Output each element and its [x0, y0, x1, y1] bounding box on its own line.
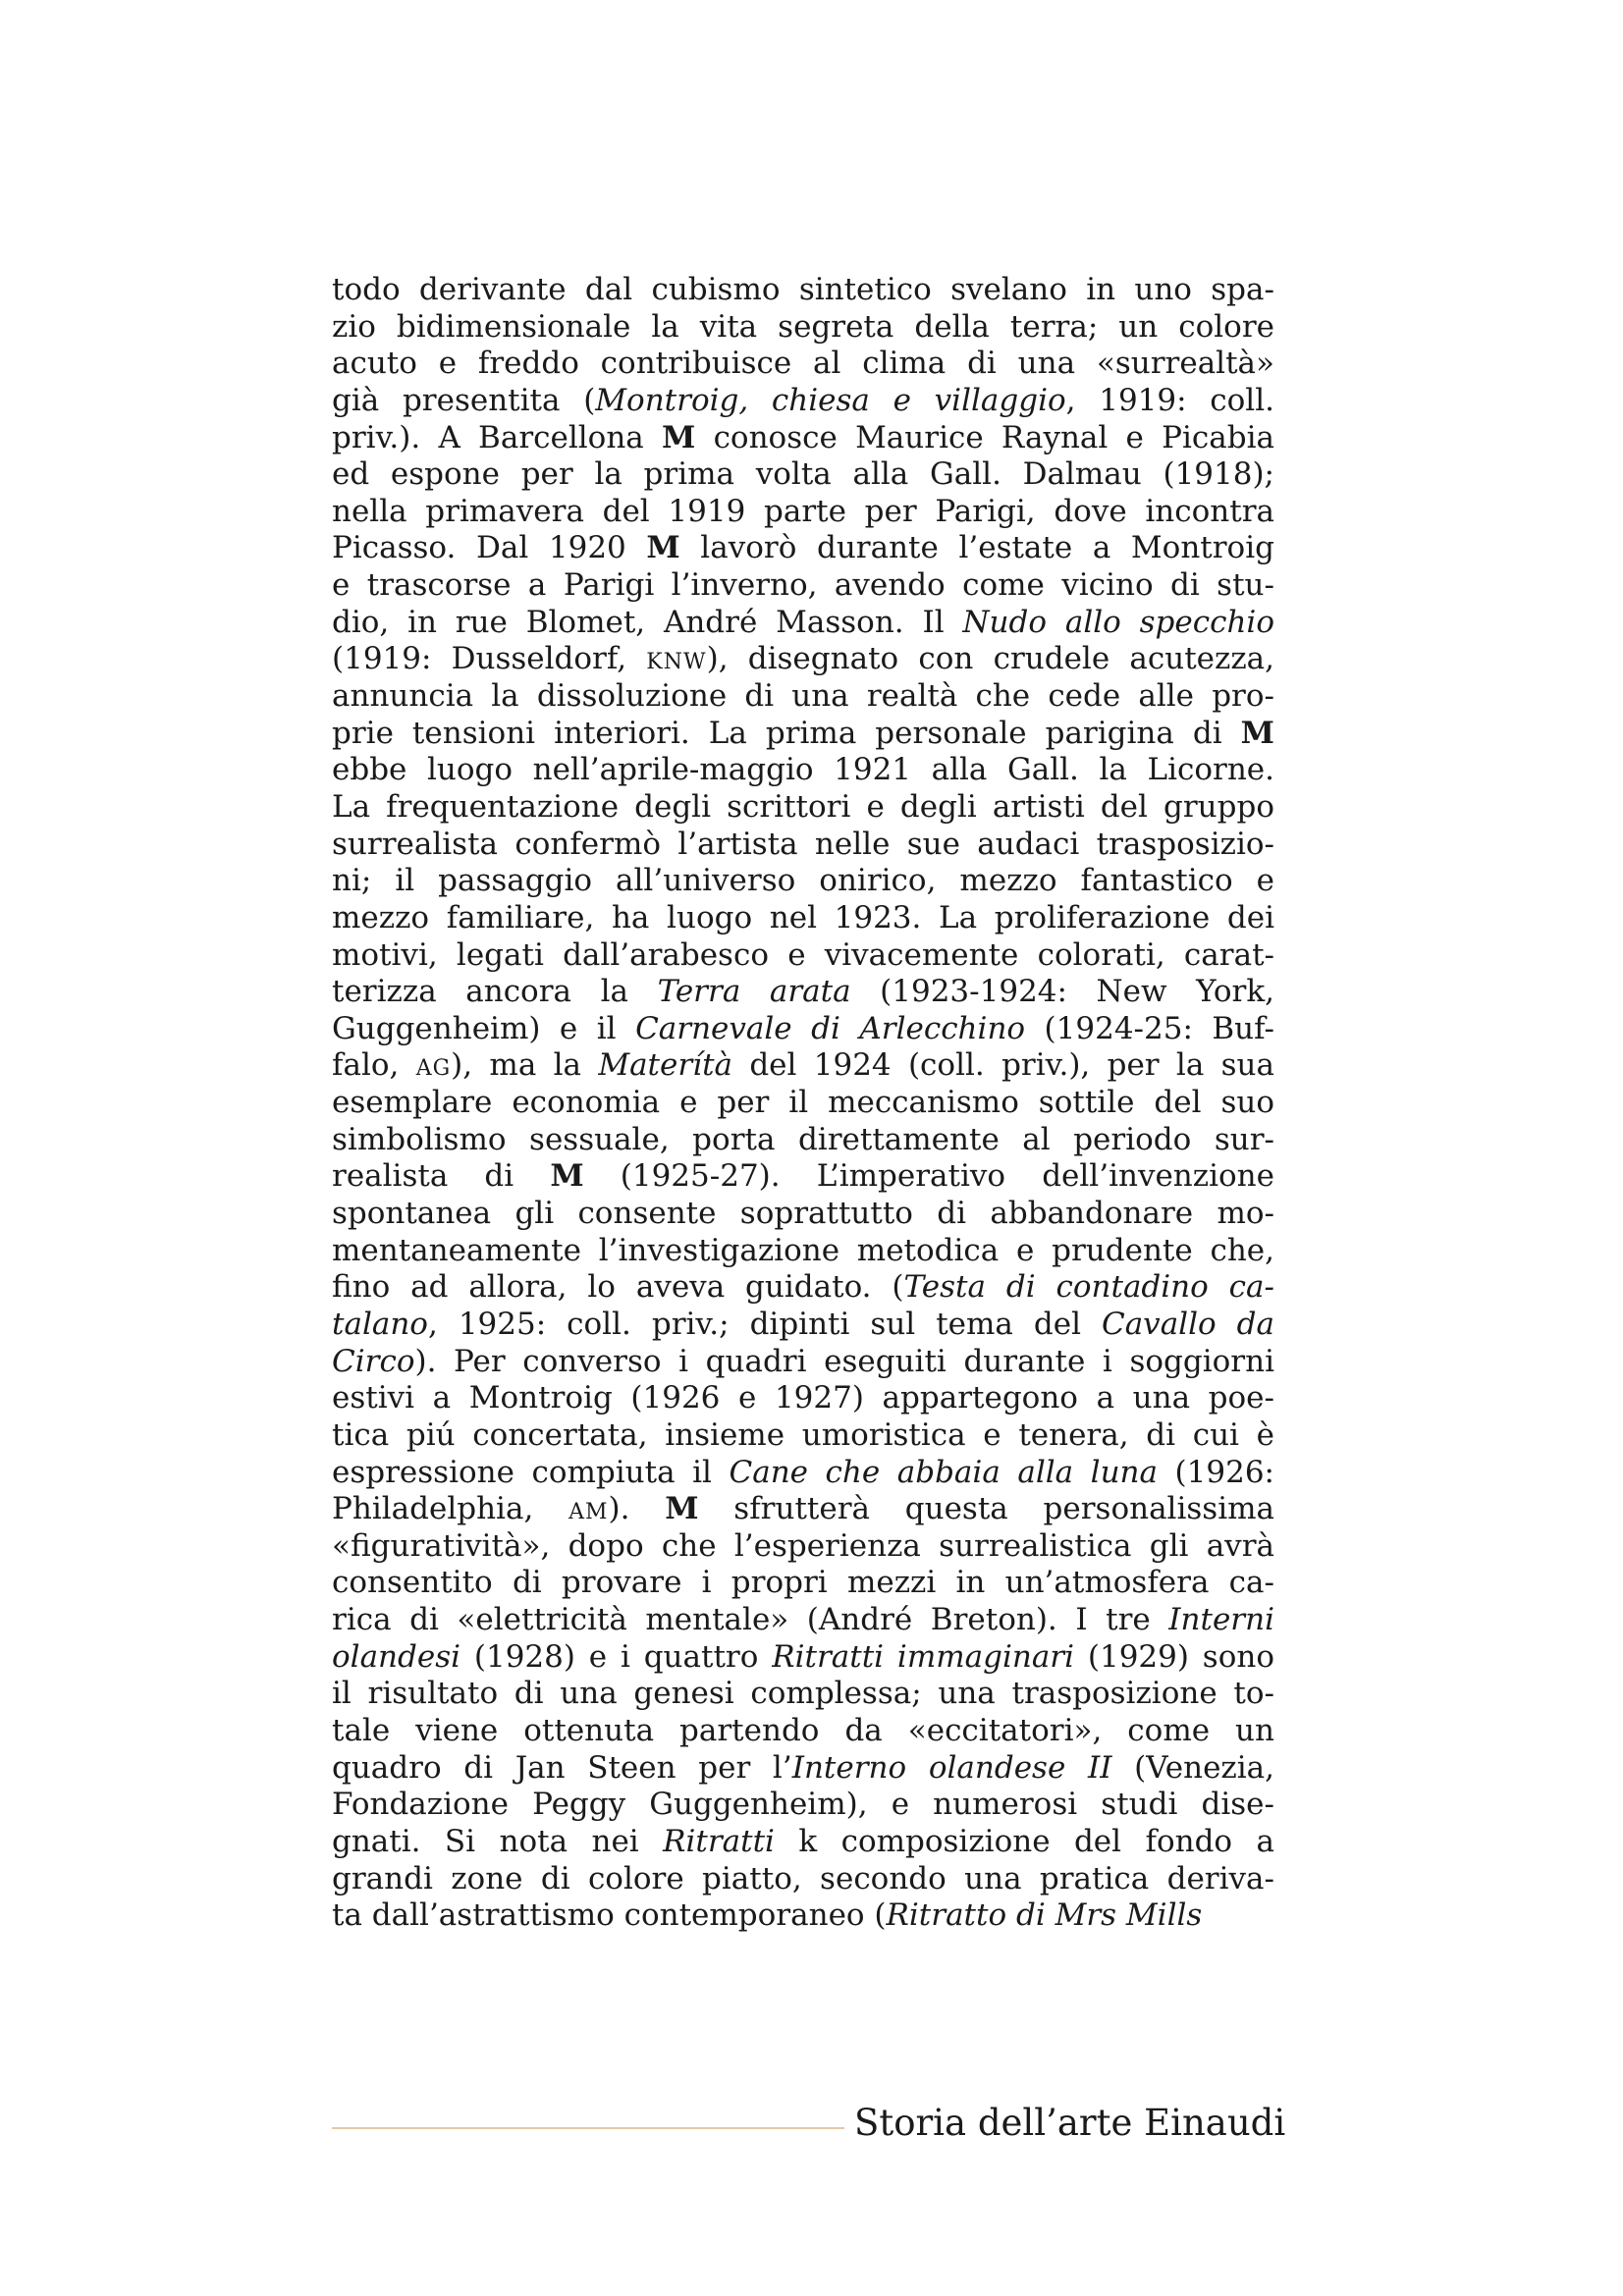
text-segment: ta dall’astrattismo contemporaneo (	[332, 1897, 887, 1934]
text-segment: del 1924 (coll. priv.), per la sua	[732, 1047, 1274, 1084]
text-line	[332, 1713, 1274, 1750]
text-segment: Materítà	[598, 1047, 733, 1084]
text-segment: ), ma la	[451, 1047, 599, 1084]
text-segment: (1925-27). L’imperativo dell’invenzione	[583, 1158, 1274, 1195]
text-segment: estivi a Montroig (1926 e 1927) appartegono a una poe-	[332, 1380, 1274, 1416]
text-line	[332, 1565, 1274, 1602]
text-line	[332, 1861, 1274, 1898]
text-segment: Testa di contadino ca-	[903, 1269, 1275, 1306]
text-segment: , 1925: coll. priv.; dipinti sul tema del	[427, 1306, 1102, 1342]
text-segment: talano	[332, 1306, 428, 1342]
text-segment: «figuratività», dopo che l’esperienza surrealistica gli avrà	[332, 1527, 1274, 1564]
text-segment: annuncia la dissoluzione di una realtà che cede alle pro-	[332, 678, 1274, 715]
text-segment: zio bidimensionale la vita segreta della terra; un colore	[332, 308, 1274, 345]
text-segment: motivi, legati dall’arabesco e vivacemente colorati, carat-	[332, 936, 1274, 973]
text-segment: Montroig, chiesa e villaggio	[595, 382, 1066, 418]
text-segment: (1926:	[1158, 1454, 1274, 1490]
text-segment: conosce Maurice Raynal e Picabia	[695, 419, 1274, 455]
footer-title: Storia dell’arte Einaudi	[854, 2102, 1286, 2144]
text-line	[332, 1455, 1274, 1492]
text-segment: Ritratti immaginari	[772, 1638, 1075, 1675]
text-segment: realista di	[332, 1158, 551, 1195]
text-line	[332, 346, 1274, 383]
text-segment: (1923-1924: New York,	[850, 974, 1274, 1010]
text-segment: La frequentazione degli scrittori e degli artisti del gruppo	[332, 788, 1274, 825]
text-segment: tica piú concertata, insieme umoristica e tenera, di cui è	[332, 1416, 1274, 1453]
text-line	[332, 383, 1274, 420]
text-line	[332, 272, 1274, 309]
text-segment: Ritratto di Mrs Mills	[886, 1897, 1203, 1934]
text-segment: il risultato di una genesi complessa; una trasposizione to-	[332, 1676, 1274, 1712]
text-segment: priv.). A Barcellona	[332, 419, 663, 455]
text-line	[332, 752, 1274, 789]
text-segment: todo derivante dal cubismo sintetico svelano in uno spa-	[332, 272, 1274, 307]
text-line	[332, 1307, 1274, 1344]
text-line	[332, 1269, 1274, 1307]
text-line	[332, 678, 1274, 716]
text-line	[332, 900, 1274, 937]
text-segment: Terra arata	[657, 974, 851, 1010]
text-segment: esemplare economia e per il meccanismo sottile del suo	[332, 1085, 1274, 1121]
text-segment: spontanea gli consente soprattutto di abbandonare mo-	[332, 1196, 1274, 1232]
text-segment: mezzo familiare, ha luogo nel 1923. La proliferazione dei	[332, 899, 1274, 935]
text-segment: ag	[415, 1047, 452, 1084]
text-segment: (1929) sono	[1074, 1638, 1274, 1675]
text-line	[332, 1417, 1274, 1455]
text-segment: ed espone per la prima volta alla Gall. Dalmau (1918);	[332, 456, 1274, 493]
text-line	[332, 716, 1274, 753]
text-line	[332, 974, 1274, 1011]
text-segment: Fondazione Peggy Guggenheim), e numerosi studi dise-	[332, 1787, 1274, 1823]
text-segment: fino ad allora, lo aveva guidato. (	[332, 1269, 904, 1306]
text-segment: (1919: Dusseldorf,	[332, 641, 647, 677]
text-segment: Nudo allo specchio	[962, 604, 1274, 640]
text-segment: M	[665, 1491, 699, 1527]
text-line	[332, 1602, 1274, 1639]
text-segment: Picasso. Dal 1920	[332, 530, 647, 566]
text-segment: simbolismo sessuale, porta direttamente al periodo sur-	[332, 1121, 1274, 1157]
text-line	[332, 1750, 1274, 1788]
text-segment: (1924-25: Buf-	[1025, 1010, 1274, 1046]
text-segment: quadro di Jan Steen per l’	[332, 1749, 792, 1786]
text-line	[332, 1528, 1274, 1566]
text-line	[332, 1196, 1274, 1233]
text-segment: M	[662, 419, 696, 455]
text-line	[332, 1011, 1274, 1048]
text-line	[332, 1380, 1274, 1417]
text-line	[332, 1158, 1274, 1196]
text-line	[332, 937, 1274, 975]
text-segment: acuto e freddo contribuisce al clima di una «surrealtà»	[332, 346, 1274, 382]
text-segment: (1928) e i quattro	[460, 1638, 773, 1675]
text-line	[332, 1047, 1274, 1085]
text-segment: tale viene ottenuta partendo da «eccitatori», come un	[332, 1712, 1274, 1748]
text-line	[332, 530, 1274, 567]
text-segment: Interno olandese II	[791, 1749, 1112, 1786]
text-line	[332, 641, 1274, 678]
text-segment: lavorò durante l’estate a Montroig	[679, 530, 1274, 566]
text-segment: M	[550, 1158, 584, 1195]
text-segment: surrealista confermò l’artista nelle sue audaci trasposizio-	[332, 826, 1274, 862]
text-line	[332, 827, 1274, 864]
text-segment: ), disegnato con crudele acutezza,	[706, 641, 1274, 677]
text-line	[332, 567, 1274, 605]
text-line	[332, 1344, 1274, 1381]
text-line	[332, 1676, 1274, 1713]
text-segment: ).	[608, 1491, 666, 1527]
text-line	[332, 1085, 1274, 1122]
text-line	[332, 1897, 1274, 1935]
text-segment: rica di «elettricità mentale» (André Breton). I tre	[332, 1602, 1169, 1638]
text-segment: Guggenheim) e il	[332, 1010, 636, 1046]
text-segment: ). Per converso i quadri eseguiti durante i soggiorni	[414, 1343, 1274, 1379]
text-segment: am	[568, 1491, 609, 1527]
text-segment: M	[1240, 715, 1274, 751]
text-segment: nella primavera del 1919 parte per Parigi, dove incontra	[332, 493, 1274, 529]
text-line	[332, 1233, 1274, 1270]
text-line	[332, 1122, 1274, 1159]
text-segment: espressione compiuta il	[332, 1454, 730, 1490]
text-segment: (Venezia,	[1111, 1749, 1274, 1786]
text-segment: ebbe luogo nell’aprile-maggio 1921 alla Gall. la Licorne.	[332, 752, 1274, 788]
text-segment: k composizione del fondo a	[774, 1823, 1274, 1859]
text-segment: dio, in rue Blomet, André Masson. Il	[332, 604, 963, 640]
text-line	[332, 863, 1274, 900]
text-segment: falo,	[332, 1047, 416, 1084]
text-segment: grandi zone di colore piatto, secondo una pratica deriva-	[332, 1860, 1274, 1896]
text-segment: e trascorse a Parigi l’inverno, avendo come vicino di stu-	[332, 567, 1274, 604]
text-line	[332, 456, 1274, 494]
text-segment: Interni	[1168, 1602, 1274, 1638]
text-line	[332, 1787, 1274, 1824]
text-segment: sfrutterà questa personalissima	[698, 1491, 1275, 1527]
text-segment: gnati. Si nota nei	[332, 1823, 664, 1859]
text-segment: olandesi	[332, 1638, 461, 1675]
text-segment: già presentita (	[332, 382, 596, 418]
text-line	[332, 789, 1274, 827]
text-line	[332, 420, 1274, 457]
text-segment: prie tensioni interiori. La prima personale parigina di	[332, 715, 1241, 751]
text-segment: Philadelphia,	[332, 1491, 569, 1527]
text-segment: ni; il passaggio all’universo onirico, mezzo fantastico e	[332, 863, 1274, 899]
text-segment: Cane che abbaia alla luna	[729, 1454, 1159, 1490]
text-segment: terizza ancora la	[332, 974, 658, 1010]
text-segment: Ritratti	[663, 1823, 775, 1859]
text-segment: M	[646, 530, 680, 566]
text-line	[332, 1639, 1274, 1677]
text-line	[332, 1824, 1274, 1861]
text-line	[332, 1491, 1274, 1528]
text-segment: Circo	[332, 1343, 415, 1379]
text-segment: Cavallo da	[1101, 1306, 1274, 1342]
text-segment: knw	[646, 641, 707, 677]
text-line	[332, 605, 1274, 642]
text-line	[332, 309, 1274, 347]
text-segment: , 1919: coll.	[1065, 382, 1274, 418]
footer-rule	[332, 2127, 844, 2129]
text-segment: Carnevale di Arlecchino	[635, 1010, 1026, 1046]
text-segment: consentito di provare i propri mezzi in un’atmosfera ca-	[332, 1565, 1274, 1601]
text-segment: mentaneamente l’investigazione metodica e prudente che,	[332, 1232, 1274, 1268]
body-text	[332, 272, 1274, 1935]
text-line	[332, 494, 1274, 531]
